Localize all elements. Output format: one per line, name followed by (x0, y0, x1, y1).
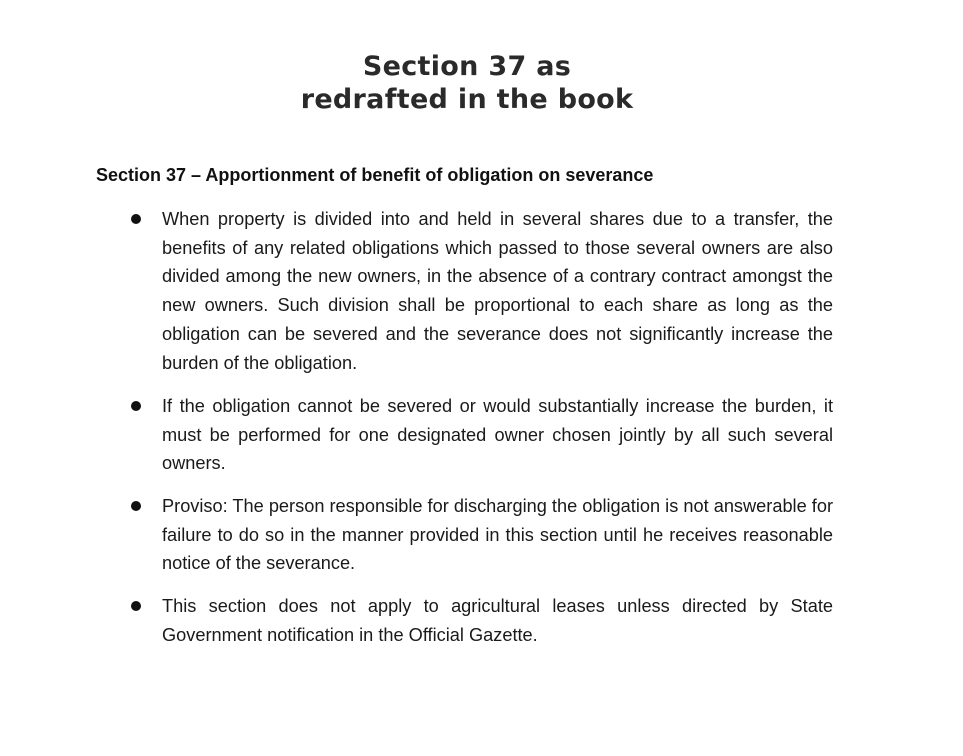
title-line-2: redrafted in the book (300, 84, 634, 115)
title-line-1: Section 37 as (362, 51, 572, 82)
bullet-dot-icon (131, 501, 141, 511)
bullet-text: Proviso: The person responsible for discharging the obligation is not answerable for failure to do so in the manner provided in this section until he receives reasonable notice of the severance. (162, 496, 833, 574)
bullet-dot-icon (131, 601, 141, 611)
bullet-text: When property is divided into and held in several shares due to a transfer, the benefits of any related obligations which passed to those several owners are also divided among the new owners, in the absence of a contrary contract amongst the new owners. Such division shall be proportional to each share as long as the obligation can be severed and the severance does not significantly increase the burden of the obligation. (162, 209, 833, 373)
bullet-text: This section does not apply to agricultural leases unless directed by State Government notification in the Official Gazette. (162, 596, 833, 645)
bullet-dot-icon (131, 214, 141, 224)
bullet-dot-icon (131, 401, 141, 411)
section-heading: Section 37 – Apportionment of benefit of obligation on severance (96, 165, 654, 185)
bullet-text: If the obligation cannot be severed or would substantially increase the burden, it must be performed for one designated owner chosen jointly by all such several owners. (162, 396, 833, 474)
